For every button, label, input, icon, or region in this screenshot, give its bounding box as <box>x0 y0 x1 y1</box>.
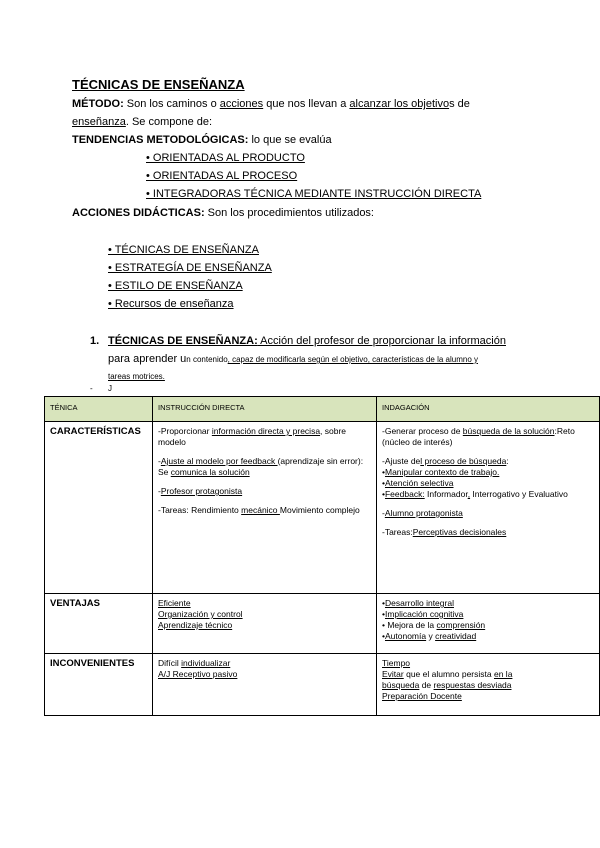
cell-line: Aprendizaje técnico <box>158 620 233 630</box>
cell-text: : <box>506 456 509 466</box>
table-header: INDAGACIÓN <box>377 397 600 422</box>
section1-text: para aprender u <box>108 353 187 365</box>
tendencias-label: TENDENCIAS METODOLÓGICAS: <box>72 134 249 146</box>
cell-line <box>382 598 594 609</box>
cell-line <box>382 527 594 538</box>
cell-text: individualizar <box>181 658 231 668</box>
cell-line <box>158 456 371 478</box>
cell-line <box>382 669 594 680</box>
metodo-link-acciones: acciones <box>219 98 264 110</box>
acciones-item: • ESTILO DE ENSEÑANZA <box>108 280 243 292</box>
cell-text: - <box>158 486 161 496</box>
cell-text: -Tareas: <box>382 527 413 537</box>
table-cell <box>377 654 600 716</box>
cell-text: • <box>382 598 385 608</box>
table-row <box>45 654 600 716</box>
row-label: VENTAJAS <box>45 594 153 654</box>
acciones-item: • Recursos de enseñanza <box>108 298 234 310</box>
cell-text: Informador <box>424 489 468 499</box>
acciones-item: • ESTRATEGÍA DE ENSEÑANZA <box>108 262 272 274</box>
cell-line: Preparación Docente <box>382 691 462 701</box>
table-cell <box>377 594 600 654</box>
cell-line <box>382 631 594 642</box>
tendencias-text: lo que se evalúa <box>248 134 332 146</box>
cell-line <box>158 486 371 497</box>
table-cell <box>153 594 377 654</box>
tendencias-paragraph <box>72 133 332 147</box>
table-row <box>45 594 600 654</box>
cell-text: Feedback: <box>384 489 425 499</box>
metodo-paragraph-cont <box>72 115 212 129</box>
table-cell <box>153 422 377 594</box>
cell-line: Eficiente <box>158 598 191 608</box>
metodo-text: . Se compone de: <box>125 116 213 128</box>
acciones-label: ACCIONES DIDÁCTICAS: <box>72 207 205 219</box>
table-header-row <box>45 397 600 422</box>
cell-text: Profesor protagonista <box>160 486 243 496</box>
tendencias-item: • INTEGRADORAS TÉCNICA MEDIANTE INSTRUCCIÓN DIRECTA <box>146 188 482 200</box>
cell-text: - <box>382 508 385 518</box>
cell-text: que el alumno persista <box>403 669 494 679</box>
metodo-paragraph <box>72 97 470 111</box>
cell-text: mecánico <box>241 505 280 515</box>
cell-line: Tiempo <box>382 658 411 668</box>
section1-label: TÉCNICAS DE ENSEÑANZA: <box>108 335 258 347</box>
cell-line <box>382 609 594 620</box>
cell-line <box>382 489 594 500</box>
section1-line2 <box>108 352 478 367</box>
cell-line: A/J Receptivo pasivo <box>158 669 238 679</box>
cell-text: y <box>426 631 436 641</box>
tendencias-item: • ORIENTADAS AL PROCESO <box>146 170 298 182</box>
acciones-text: Son los procedimientos utilizados: <box>204 207 374 219</box>
stray-mark: - <box>90 384 93 393</box>
page-title: TÉCNICAS DE ENSEÑANZA <box>72 77 245 92</box>
row-label: CARACTERÍSTICAS <box>45 422 153 594</box>
cell-text: • <box>382 478 385 488</box>
cell-text: Movimiento complejo <box>279 505 360 515</box>
cell-line <box>382 680 594 691</box>
cell-line <box>382 426 594 448</box>
cell-text: , <box>467 489 471 499</box>
cell-line <box>158 505 371 516</box>
comparison-table <box>44 396 600 716</box>
metodo-text: que nos llevan a <box>263 98 350 110</box>
cell-text: -Generar proceso de <box>382 426 463 436</box>
cell-text: comprensión <box>436 620 486 630</box>
cell-text: • <box>382 467 385 477</box>
metodo-link-ensenanza: enseñanza <box>72 116 126 128</box>
cell-text: • Mejora de la <box>382 620 437 630</box>
section1-text: n contenido <box>186 355 228 364</box>
cell-text: información directa y precisa <box>211 426 321 436</box>
cell-text: búsqueda de la solución <box>462 426 555 436</box>
cell-text: -Ajuste de <box>382 456 421 466</box>
cell-text: -Proporcionar <box>158 426 212 436</box>
cell-text: Alumno protagonista <box>384 508 463 518</box>
acciones-item: • TÉCNICAS DE ENSEÑANZA <box>108 244 259 256</box>
cell-line <box>382 456 594 467</box>
cell-line <box>382 478 594 489</box>
cell-text: Atención selectiva <box>384 478 454 488</box>
cell-text: creatividad <box>435 631 477 641</box>
tendencias-item: • ORIENTADAS AL PRODUCTO <box>146 152 305 164</box>
metodo-text: Son los caminos o <box>123 98 220 110</box>
cell-text: respuestas desviada <box>433 680 512 690</box>
cell-text: l proceso de búsqueda <box>420 456 507 466</box>
cell-text: Difícil <box>158 658 182 668</box>
cell-text: - <box>158 456 161 466</box>
cell-line <box>382 620 594 631</box>
section1-text: , capaz de modificarla según el objetivo, características de la alumno y <box>227 355 479 364</box>
cell-text: Evitar <box>382 669 404 679</box>
section1-text: Acción del profesor de proporcionar la información <box>257 335 506 347</box>
metodo-label: MÉTODO: <box>72 98 124 110</box>
cell-text: Perceptivas decisionales <box>412 527 507 537</box>
cell-line <box>158 426 371 448</box>
cell-text: en la <box>493 669 513 679</box>
cell-text: Autonomía <box>384 631 427 641</box>
section-number: 1. <box>90 335 100 347</box>
metodo-text: s de <box>449 98 470 110</box>
table-cell <box>377 422 600 594</box>
cell-text: -Tareas: Rendimiento <box>158 505 242 515</box>
cell-text: , sobre modelo <box>158 426 347 447</box>
metodo-link-objetivos: alcanzar los objetivo <box>349 98 450 110</box>
section1-line3: tareas motrices. <box>108 372 165 381</box>
cell-line: Organización y control <box>158 609 243 619</box>
cell-text: • <box>382 489 385 499</box>
cell-text: Ajuste al modelo por feedback <box>160 456 278 466</box>
section1-heading <box>108 334 506 348</box>
cell-text: Desarrollo integral <box>384 598 454 608</box>
cell-text: • <box>382 609 385 619</box>
cell-line <box>382 467 594 478</box>
table-row <box>45 422 600 594</box>
cell-text: comunica la solución <box>170 467 250 477</box>
cell-line <box>158 658 371 669</box>
stray-mark: J <box>108 384 112 393</box>
row-label: INCONVENIENTES <box>45 654 153 716</box>
table-header: TÉNICA <box>45 397 153 422</box>
cell-text: Interrogativo y Evaluativo <box>470 489 568 499</box>
cell-text: Manipular contexto de trabajo. <box>384 467 500 477</box>
cell-text: búsqueda <box>382 680 420 690</box>
cell-text: • <box>382 631 385 641</box>
table-header: INSTRUCCIÓN DIRECTA <box>153 397 377 422</box>
cell-text: (aprendizaje sin error): Se <box>158 456 364 477</box>
cell-text: de <box>419 680 434 690</box>
cell-text: Implicación cognitiva <box>384 609 464 619</box>
cell-text: :Reto (núcleo de interés) <box>382 426 575 447</box>
acciones-paragraph <box>72 206 374 220</box>
table-cell <box>153 654 377 716</box>
cell-line <box>382 508 594 519</box>
